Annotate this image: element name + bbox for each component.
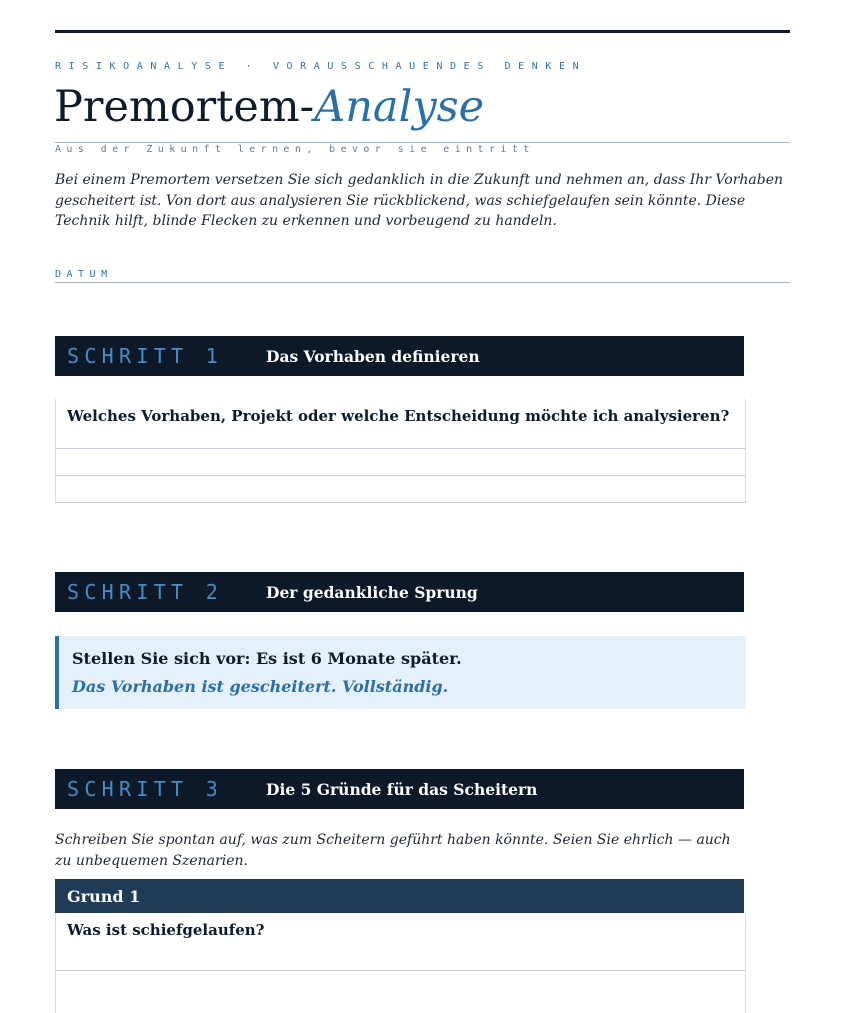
reason-1-title: Grund 1 xyxy=(67,886,141,906)
page-subtitle: Aus der Zukunft lernen, bevor sie eintritt xyxy=(55,144,535,155)
step-2-header xyxy=(55,572,744,612)
step-3-title: Die 5 Gründe für das Scheitern xyxy=(266,779,538,799)
reason-1-header xyxy=(55,879,744,913)
answer-line[interactable] xyxy=(56,449,745,476)
callout-line-1: Stellen Sie sich vor: Es ist 6 Monate später. xyxy=(72,649,462,668)
date-label: DATUM xyxy=(55,269,113,280)
scenario-callout xyxy=(55,636,746,709)
reason-1-answer-box xyxy=(55,913,746,1013)
callout-line-2: Das Vorhaben ist gescheitert. Vollständig. xyxy=(72,677,449,696)
reason-1-question: Was ist schiefgelaufen? xyxy=(56,913,745,971)
step-2-number: SCHRITT 2 xyxy=(67,580,224,604)
step-1-title: Das Vorhaben definieren xyxy=(266,346,480,366)
step-1-header xyxy=(55,336,744,376)
intro-paragraph: Bei einem Premortem versetzen Sie sich gedanklich in die Zukunft und nehmen an, dass Ihr Vorhaben gescheitert ist. Von dort aus analysieren Sie rückblickend, was schiefgelaufen sein könnte. Diese Technik hilft, blinde Flecken zu erkennen und vorbeugend zu handeln. xyxy=(55,172,784,229)
step-2-title: Der gedankliche Sprung xyxy=(266,582,478,602)
step-3-number: SCHRITT 3 xyxy=(67,777,224,801)
step-1-answer-box xyxy=(55,399,746,503)
eyebrow-label: RISIKOANALYSE · VORAUSSCHAUENDES DENKEN xyxy=(55,61,587,72)
date-field[interactable] xyxy=(55,282,790,283)
step-3-header xyxy=(55,769,744,809)
answer-line[interactable] xyxy=(56,476,745,502)
title-accent: Analyse xyxy=(314,82,485,132)
step-1-question: Welches Vorhaben, Projekt oder welche Entscheidung möchte ich analysieren? xyxy=(56,399,745,449)
step-1-number: SCHRITT 1 xyxy=(67,344,224,368)
step-3-instruction: Schreiben Sie spontan auf, was zum Scheitern geführt haben könnte. Seien Sie ehrlich — auch zu unbequemen Szenarien. xyxy=(55,832,731,869)
page-title xyxy=(54,80,484,134)
title-main: Premortem- xyxy=(54,82,315,132)
title-divider xyxy=(55,142,790,143)
top-rule xyxy=(55,30,790,33)
